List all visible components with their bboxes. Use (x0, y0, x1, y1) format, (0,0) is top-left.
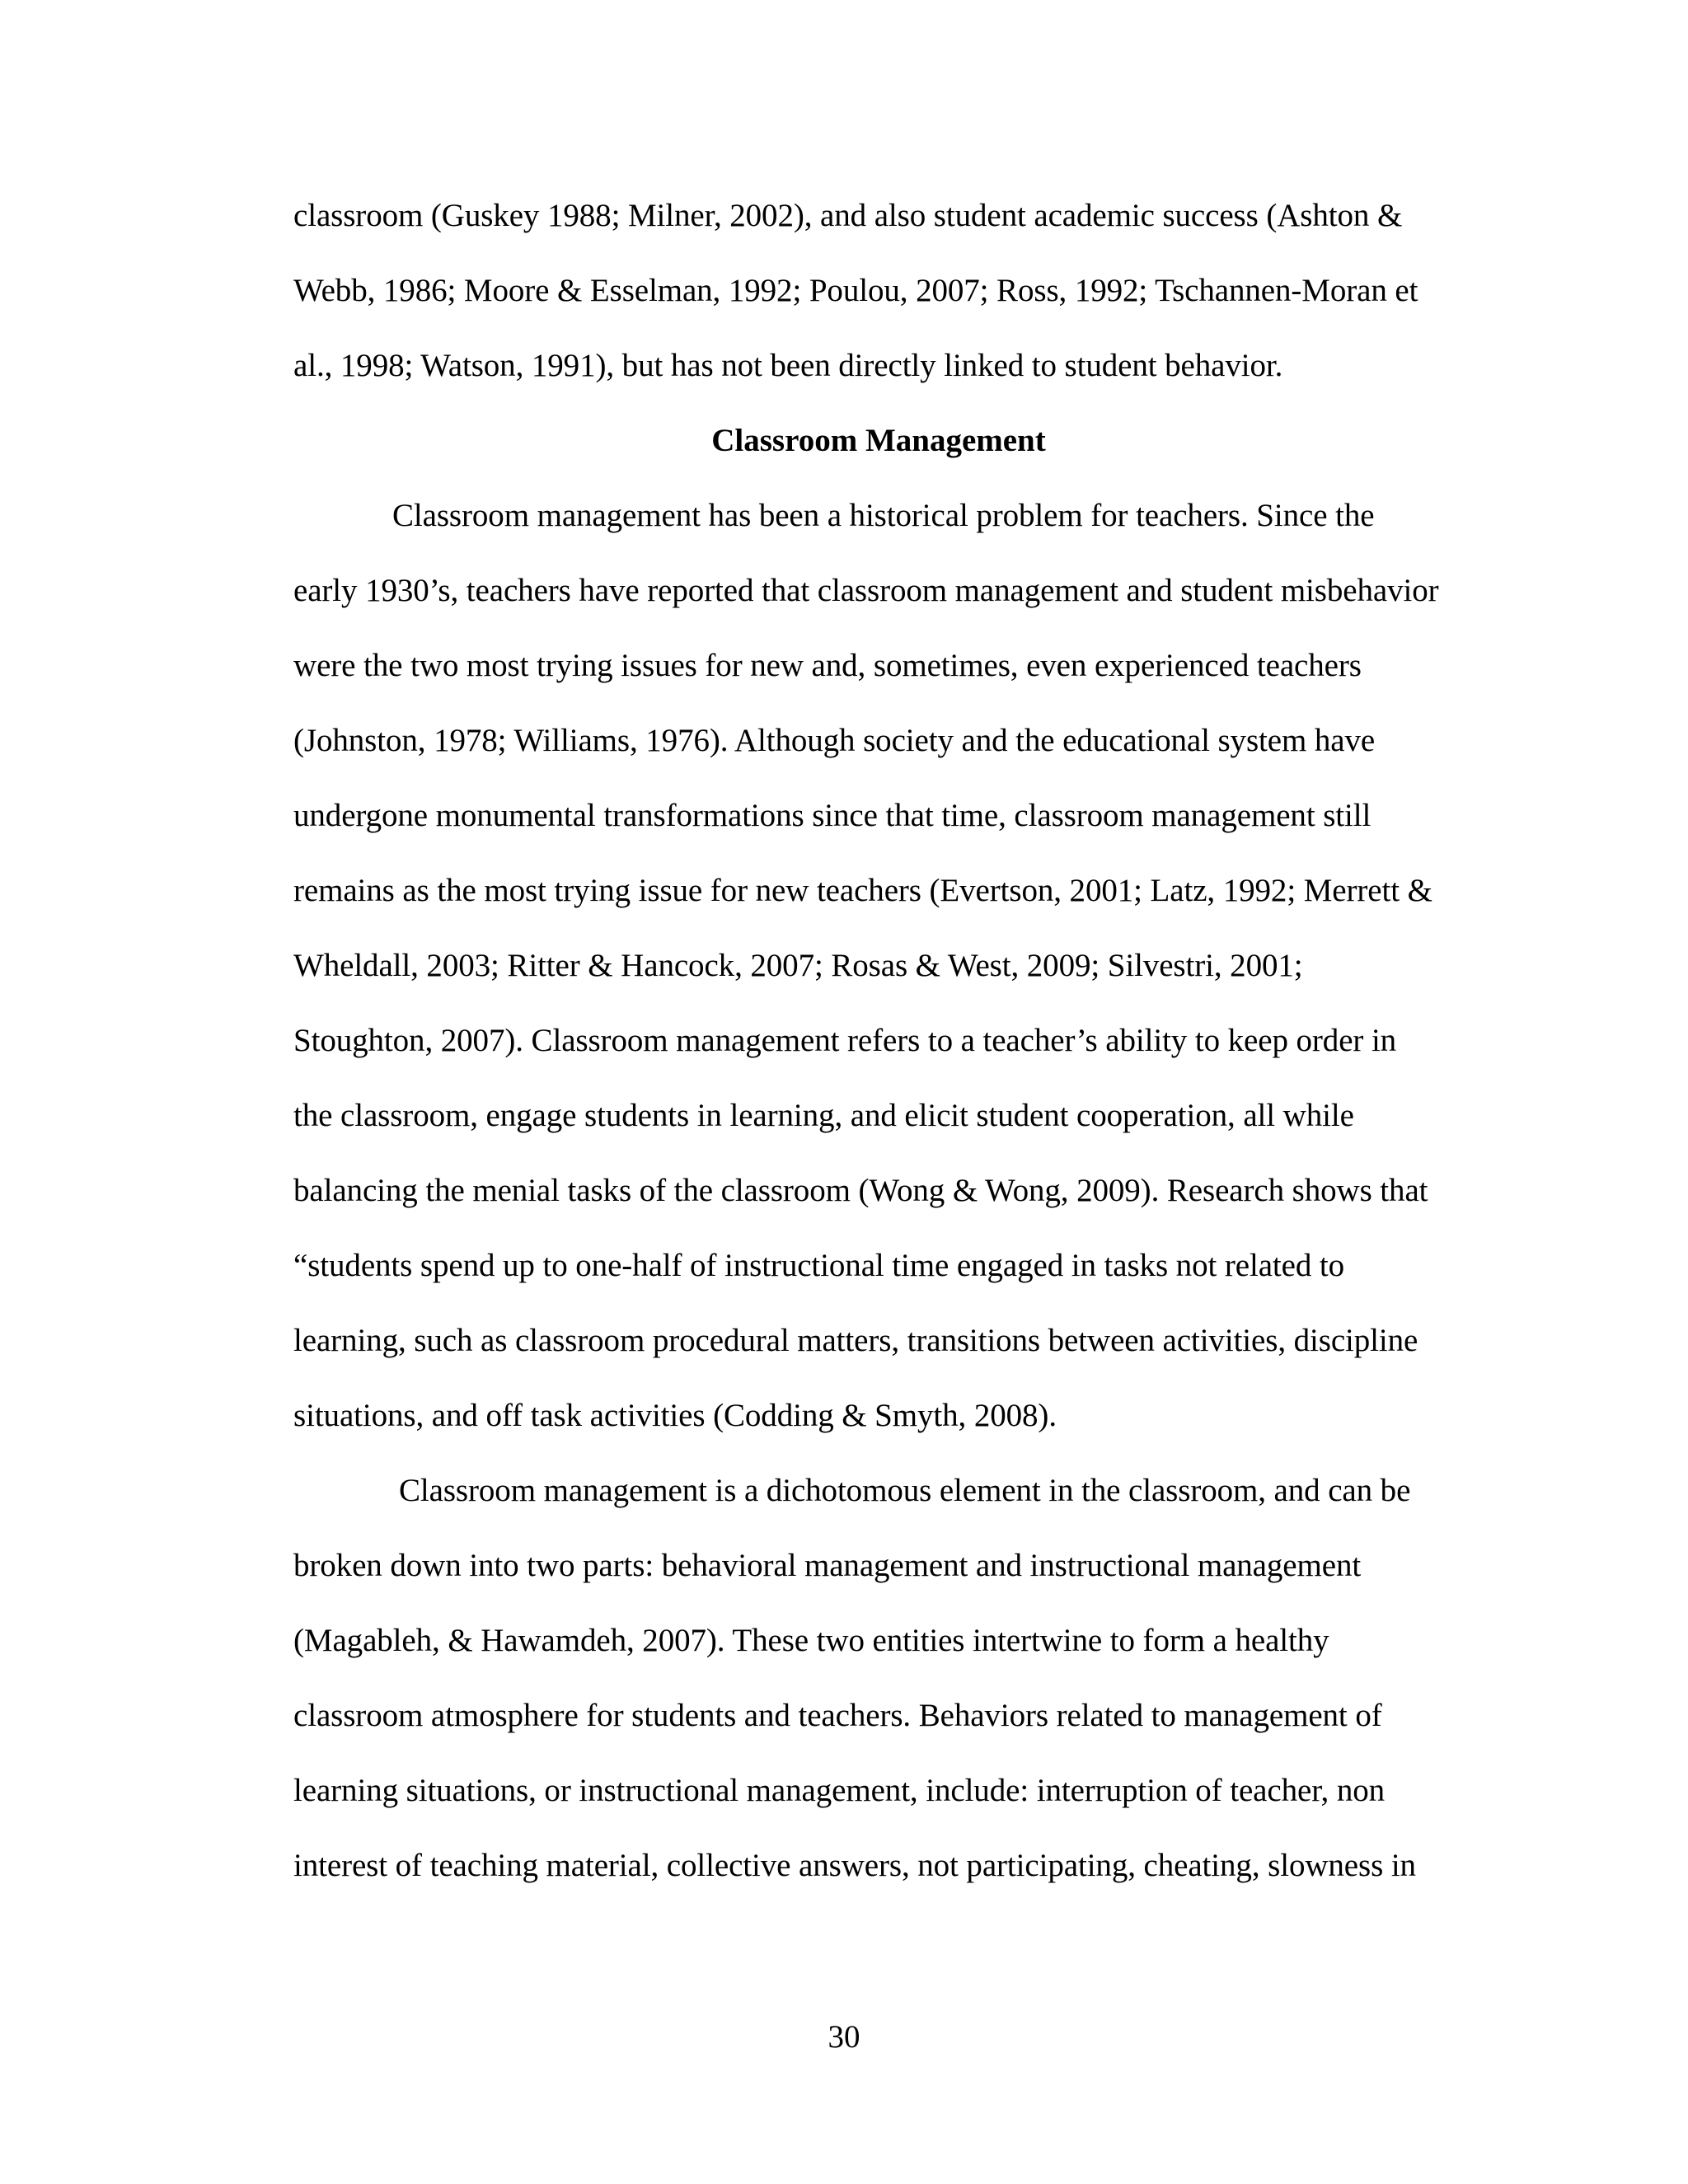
section-heading: Classroom Management (711, 423, 1046, 458)
text-line: (Johnston, 1978; Williams, 1976). Although society and the educational system have (293, 723, 1376, 758)
text-line: learning situations, or instructional management, include: interruption of teacher, non (293, 1773, 1386, 1808)
text-line: balancing the menial tasks of the classroom (Wong & Wong, 2009). Research shows that (293, 1173, 1428, 1208)
text-line: undergone monumental transformations since that time, classroom management still (293, 798, 1372, 833)
text-line: learning, such as classroom procedural matters, transitions between activities, discipline (293, 1323, 1418, 1358)
text-line: remains as the most trying issue for new teachers (Evertson, 2001; Latz, 1992; Merrett & (293, 873, 1432, 908)
text-line: Stoughton, 2007). Classroom management refers to a teacher’s ability to keep order in (293, 1023, 1397, 1058)
text-line: Classroom management is a dichotomous element in the classroom, and can be (399, 1473, 1411, 1508)
text-line: (Magableh, & Hawamdeh, 2007). These two entities intertwine to form a healthy (293, 1623, 1329, 1658)
text-line: were the two most trying issues for new and, sometimes, even experienced teachers (293, 648, 1362, 683)
text-line: classroom atmosphere for students and teachers. Behaviors related to management of (293, 1698, 1382, 1733)
text-line: al., 1998; Watson, 1991), but has not been directly linked to student behavior. (293, 348, 1283, 383)
text-line: situations, and off task activities (Codding & Smyth, 2008). (293, 1398, 1057, 1433)
text-line: Classroom management has been a historical problem for teachers. Since the (392, 498, 1375, 533)
text-line: classroom (Guskey 1988; Milner, 2002), and also student academic success (Ashton & (293, 198, 1403, 233)
text-line: Wheldall, 2003; Ritter & Hancock, 2007; Rosas & West, 2009; Silvestri, 2001; (293, 948, 1303, 983)
page-number: 30 (828, 2019, 860, 2055)
text-line: the classroom, engage students in learning, and elicit student cooperation, all while (293, 1098, 1354, 1133)
text-line: early 1930’s, teachers have reported that classroom management and student misbehavior (293, 573, 1439, 608)
text-line: “students spend up to one-half of instructional time engaged in tasks not related to (293, 1248, 1345, 1283)
text-line: broken down into two parts: behavioral management and instructional management (293, 1548, 1362, 1583)
text-line: Webb, 1986; Moore & Esselman, 1992; Poulou, 2007; Ross, 1992; Tschannen-Moran et (293, 273, 1418, 308)
text-line: interest of teaching material, collective answers, not participating, cheating, slowness in (293, 1848, 1416, 1883)
